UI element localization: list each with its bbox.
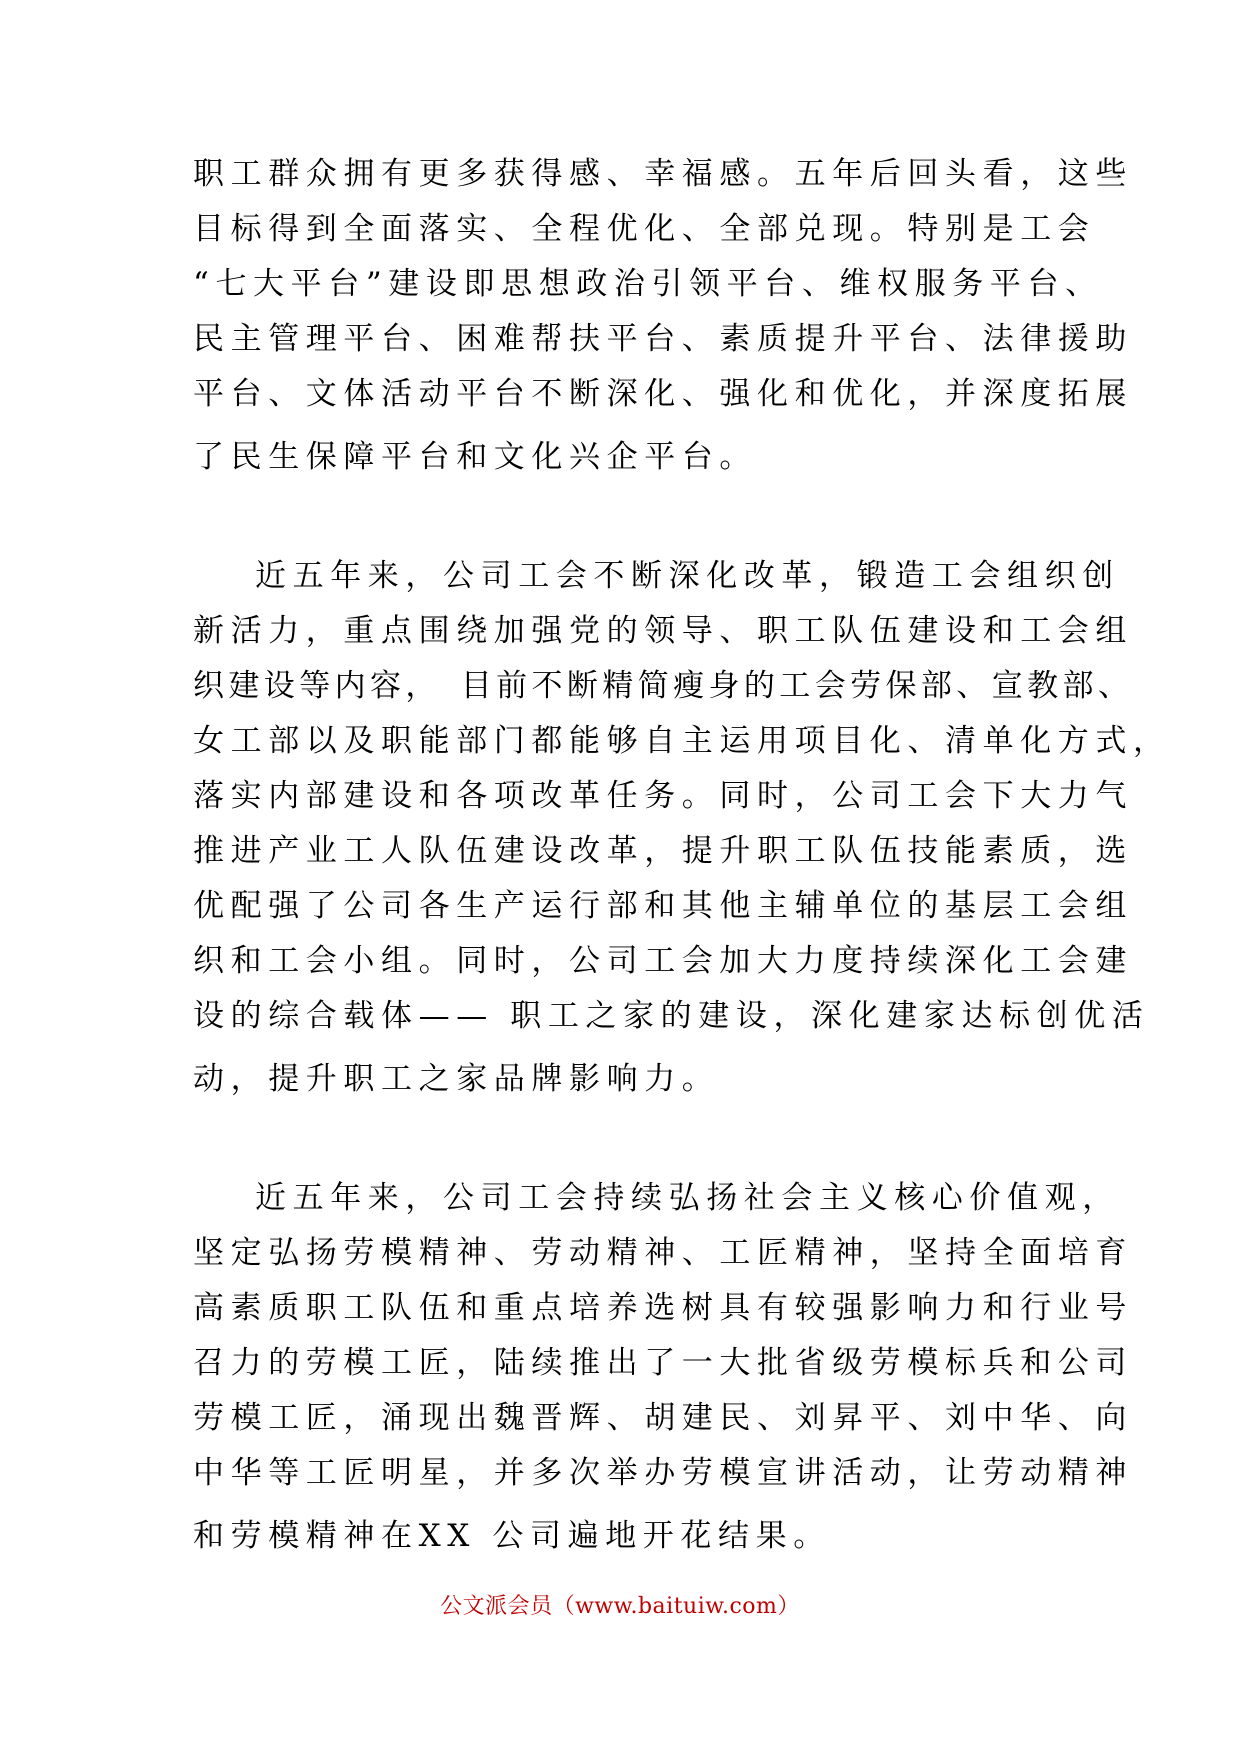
paragraph-2-line-10: 动，提升职工之家品牌影响力。 [193, 1061, 720, 1097]
paragraph-1-line-4: 民主管理平台、困难帮扶平台、素质提升平台、法律援助 [193, 321, 1133, 357]
paragraph-2-line-6: 推进产业工人队伍建设改革，提升职工队伍技能素质，选 [193, 833, 1133, 869]
paragraph-3-line-3: 高素质职工队伍和重点培养选树具有较强影响力和行业号 [193, 1290, 1133, 1326]
paragraph-3-line-4: 召力的劳模工匠，陆续推出了一大批省级劳模标兵和公司 [193, 1345, 1133, 1381]
paragraph-2-line-5: 落实内部建设和各项改革任务。同时，公司工会下大力气 [193, 778, 1133, 814]
paragraph-2-line-1: 近五年来，公司工会不断深化改革，锻造工会组织创 [255, 558, 1120, 594]
paragraph-1-line-6: 了民生保障平台和文化兴企平台。 [193, 439, 757, 475]
paragraph-3-line-6: 中华等工匠明星，并多次举办劳模宣讲活动，让劳动精神 [193, 1455, 1133, 1491]
paragraph-2-line-8: 织和工会小组。同时，公司工会加大力度持续深化工会建 [193, 943, 1133, 979]
paragraph-3-line-5: 劳模工匠，涌现出魏晋辉、胡建民、刘昇平、刘中华、向 [193, 1400, 1133, 1436]
paragraph-3-line-2: 坚定弘扬劳模精神、劳动精神、工匠精神，坚持全面培育 [193, 1235, 1133, 1271]
paragraph-1-line-5: 平台、文体活动平台不断深化、强化和优化，并深度拓展 [193, 376, 1133, 412]
paragraph-1-line-2: 目标得到全面落实、全程优化、全部兑现。特别是工会 [193, 211, 1096, 247]
paragraph-2-line-3: 织建设等内容， 目前不断精简瘦身的工会劳保部、宣教部、 [193, 668, 1134, 704]
paragraph-1-line-1: 职工群众拥有更多获得感、幸福感。五年后回头看，这些 [193, 156, 1133, 192]
paragraph-2-line-2: 新活力，重点围绕加强党的领导、职工队伍建设和工会组 [193, 613, 1133, 649]
footer-membership-link[interactable]: 公文派会员（www.baituiw.com） [440, 1594, 800, 1619]
paragraph-1-line-3: “七大平台”建设即思想政治引领平台、维权服务平台、 [193, 266, 1103, 302]
paragraph-2-line-7: 优配强了公司各生产运行部和其他主辅单位的基层工会组 [193, 888, 1133, 924]
paragraph-2-line-9: 设的综合载体—— 职工之家的建设，深化建家达标创优活 [193, 998, 1150, 1034]
paragraph-2-line-4: 女工部以及职能部门都能够自主运用项目化、清单化方式， [193, 723, 1171, 759]
paragraph-3-line-7: 和劳模精神在XX 公司遍地开花结果。 [193, 1518, 831, 1554]
paragraph-3-line-1: 近五年来，公司工会持续弘扬社会主义核心价值观， [255, 1180, 1120, 1216]
